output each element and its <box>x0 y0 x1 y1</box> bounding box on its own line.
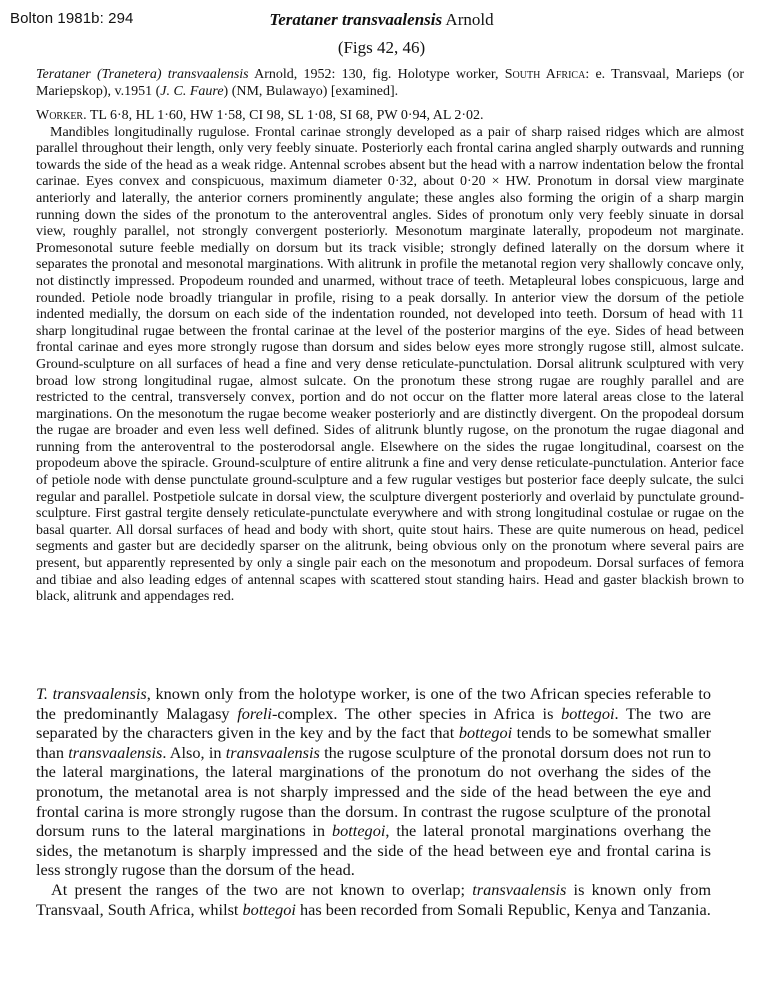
species-title <box>0 10 763 30</box>
discussion-paragraph-2 <box>36 880 711 919</box>
text-span: . Also, in <box>162 742 226 762</box>
collector-name: J. C. Faure <box>160 84 224 99</box>
text-span: tends to be somewhat smaller than <box>36 723 711 762</box>
worker-measurements-line <box>36 108 744 125</box>
species-name-inline: transvaalensis <box>225 742 320 762</box>
discussion-paragraph-1 <box>36 684 711 880</box>
synonymy-entry <box>36 66 744 100</box>
species-name-inline: transvaalensis <box>472 879 567 899</box>
species-name-inline: bottegoi <box>242 899 296 919</box>
text-span: is known only from Transvaal, South Africa, whilst <box>36 879 711 919</box>
species-name-inline: bottegoi <box>458 723 513 743</box>
complex-name-inline: foreli <box>237 703 272 723</box>
text-span: , the lateral pronotal marginations overhang the sides, the metanotum is sharply impressed and the side of the head between eye and frontal carina is less strongly rugose than the dorsum of the head. <box>36 821 712 880</box>
worker-description <box>36 108 744 606</box>
species-name-inline: bottegoi <box>332 821 386 841</box>
species-name-inline: T. transvaalensis <box>36 684 147 703</box>
citation-reference: Bolton 1981b: 294 <box>10 10 134 27</box>
figure-reference: (Figs 42, 46) <box>337 38 426 57</box>
species-name: Terataner transvaalensis <box>269 10 443 29</box>
type-country: South Africa <box>504 67 586 82</box>
text-span: the rugose sculpture of the pronotal dorsum does not run to the lateral marginations, the lateral marginations of the pronotum do not overhang the sides of the pronotum, the metanotal area is not sharply impressed and the side of the head between the eye and frontal carina is more strongly rugose than the dorsum. In contrast the rugose sculpture of the pronotal dorsum runs to the lateral marginations in <box>36 742 712 841</box>
synonym-name: Terataner (Tranetera) transvaalensis <box>36 67 249 82</box>
species-author: Arnold <box>445 10 494 29</box>
type-locality: : e. Transvaal, Marieps (or Mariepskop), v.1951 ( <box>36 67 745 99</box>
text-span: . The two are separated by the characters given in the key and by the fact that <box>36 703 711 743</box>
species-name-inline: transvaalensis <box>68 742 163 762</box>
worker-description-text: Mandibles longitudinally rugulose. Frontal carinae strongly developed as a pair of sharp raised ridges which are almost parallel throughout their length, only very feebly sinuate. Posteriorly each frontal carina angled sharply outwards and running towards the side of the head as a weak ridge. Antennal scrobes absent but the head with a narrow indentation below the frontal carinae. Eyes convex and conspicuous, maximum diameter 0·32, about 0·20 × HW. Pronotum in dorsal view marginate anteriorly and laterally, the anterior corners prominently angulate; these angles also forming the origin of a sharp margin running down the sides of the pronotum to the anteroventral angles. Sides of pronotum only very feebly sinuate in dorsal view, roughly parallel, not strongly convergent posteriorly. Mesonotum marginate laterally, propodeum not marginate. Promesonotal suture feeble medially on dorsum but its track visible; strongly defined laterally on the dorsum where it separates the pronotal and mesonotal marginations. With alitrunk in profile the metanotal region very shallowly concave only, not distinctly impressed. Propodeum rounded and unarmed, without trace of teeth. Metapleural lobes conspicuous, large and rounded. Petiole node broadly triangular in profile, rising to a peak dorsally. In anterior view the dorsum of the petiole indented medially, the dorsum on each side of the indentation rounded, not developed into teeth. Dorsum of head with 11 sharp longitudinal rugae between the frontal carinae at the level of the posterior margins of the eye. Sides of head between frontal carinae and eyes more strongly rugose than dorsum and sides below eyes more strongly rugose still, almost sulcate. Ground-sculpture on all surfaces of head a fine and very dense reticulate-punctulation. Dorsal alitrunk sculptured with very broad low strong longitudinal rugae, almost sulcate. On the pronotum these strong rugae are roughly parallel and are restricted to the central, transversely convex, portion and do not occur on the flatter more lateral areas close to the lateral marginations. On the mesonotum the rugae become weaker posteriorly and are distinctly divergent. On the propodeal dorsum the rugae are broader and even less well defined. Sides of alitrunk bluntly rugose, on the pronotum the rugae diagonal and running from the anteroventral to the posterodorsal angle. Elsewhere on the sides the rugae longitudinal, coarsest on the propodeum above the spiracle. Ground-sculpture of entire alitrunk a fine and very dense reticulate-punctulation. Anterior face of petiole node with dense punctulate ground-sculpture and a few rugular vestiges but posterior face deeply sulcate, the sulci regular and parallel. Postpetiole sulcate in dorsal view, the sculpture divergent posteriorly and overlaid by punctulate ground-sculpture. First gastral tergite densely reticulate-punctulate everywhere and with strong longitudinal costulae or rugae on the basal quarter. All dorsal surfaces of head and body with short, quite stout hairs. These are quite numerous on head, pedicel segments and gaster but are decidedly sparser on the alitrunk, being obvious only on the pronotum where several pairs are present, but apparently represented by only a single pair each on the mesonotum and propodeum. Dorsal surfaces of femora and tibiae and also leading edges of antennal scapes with scattered stout standing hairs. Head and gaster blackish brown to black, alitrunk and appendages red. <box>36 124 744 605</box>
worker-measurements: TL 6·8, HL 1·60, HW 1·58, CI 98, SL 1·08, SI 68, PW 0·94, AL 2·02. <box>86 108 484 123</box>
type-repository: ) (NM, Bulawayo) [examined]. <box>223 84 399 99</box>
page-header <box>0 10 763 34</box>
species-name-inline: bottegoi <box>561 703 615 723</box>
text-span: -complex. The other species in Africa is <box>271 703 562 723</box>
text-span: , known only from the holotype worker, is one of the two African species referable to the predominantly Malagasy <box>36 684 711 723</box>
synonym-citation: Arnold, 1952: 130, fig. Holotype worker, <box>248 67 505 82</box>
text-span: At present the ranges of the two are not known to overlap; <box>51 879 473 899</box>
species-discussion <box>36 684 711 919</box>
text-span: has been recorded from Somali Republic, Kenya and Tanzania. <box>295 899 711 919</box>
worker-heading: Worker. <box>36 108 87 123</box>
